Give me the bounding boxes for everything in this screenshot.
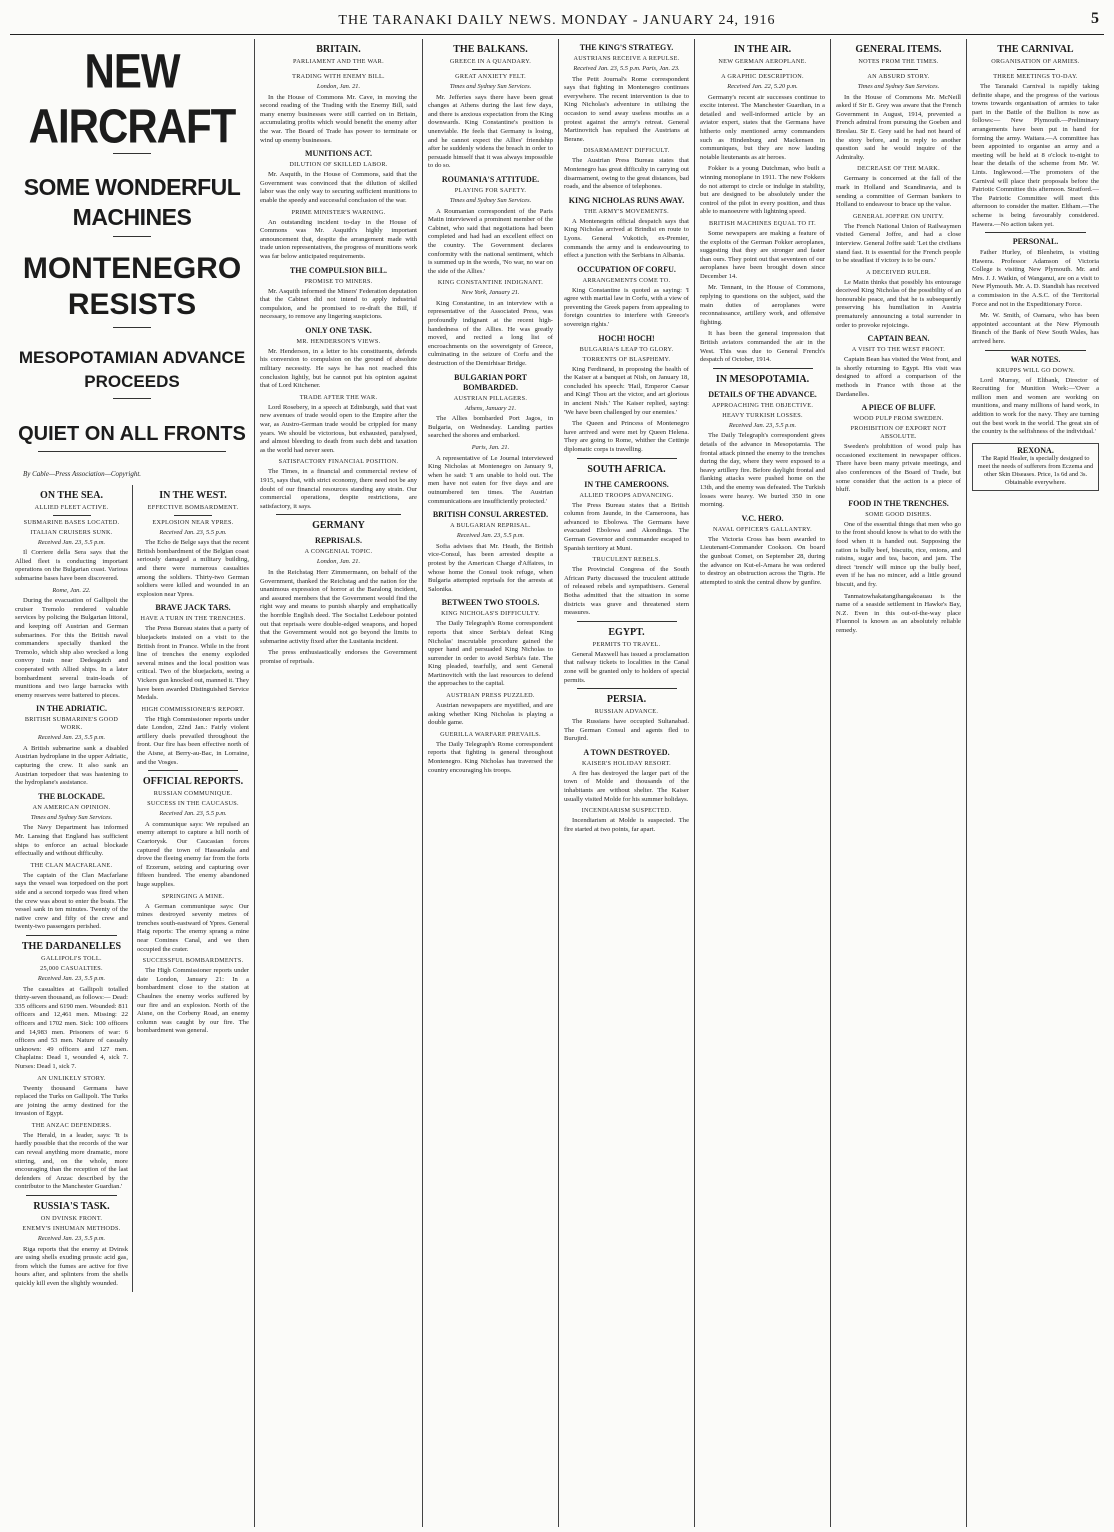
- page-number: 5: [1091, 10, 1100, 27]
- dateline: Received Jan. 22, 5.20 p.m.: [727, 83, 798, 90]
- dateline: Athens, January 21.: [464, 404, 517, 412]
- article-text: A fire has destroyed the larger part of the town of Molde and thousands of the inhabitants are without shelter. The Kaiser usually visited Molde for his summer holidays.: [564, 769, 689, 803]
- west-section: [132, 485, 249, 1292]
- article-text: The Russians have occupied Sultanabad. The German Consul and agents fled to Burujird.: [564, 718, 689, 743]
- general-sub: PROHIBITION OF EXPORT NOT ABSOLUTE.: [850, 425, 947, 441]
- article-text: Mr. Henderson, in a letter to his constituents, defends his conversion to compulsion on the ground of absolute military necessity. He says he has not reached this conclusion lightly, but he cannot put his opinion against that of Lord Kitchener.: [260, 347, 417, 390]
- west-sub: SUCCESSFUL BOMBARDMENTS.: [142, 957, 244, 965]
- article-text: Lord Rosebery, in a speech at Edinburgh, said that vast new avenues of trade would open to the Empire after the war, as Austro-German trade would be crippled for many years. We should be victorious, but exhausted, paralysed, and almost bleeding to death from such debt and taxation as the world had never seen.: [260, 403, 417, 454]
- column-5: [695, 39, 831, 1527]
- article-text: The Taranaki Carnival is rapidly taking definite shape, and the progress of the various towns towards organisation of armies to take part in the Battle of the Bullion is now as follows:— New Plymouth.—Preliminary arrangements have been put in hand for forming the army. Waitara.—A committee has been appointed to organise an army and a meeting will be held at 8 o'clock to-night to hear the details of the scheme from Mr. W. Lints. Inglewood.—The promoters of the Carnival will place their proposals before the Patriotic Committee this afternoon. Stratford.—The Patriotic Committee will meet this afternoon to consider the matter. Eltham.—The scheme is being favourably considered. Hawera.—No action taken yet.: [972, 83, 1099, 228]
- balkans-sub: KING NICHOLAS'S DIFFICULTY.: [441, 610, 540, 618]
- dateline: Received Jan. 23, 5.5 p.m.: [456, 532, 525, 540]
- general-items-head: GENERAL ITEMS.: [855, 44, 942, 55]
- carnival-sub: KRUPPS WILL GO DOWN.: [996, 366, 1075, 374]
- article-text: In the House of Commons Mr. McNeill asked if Sir E. Grey was aware that the French Government in August, 1914, prevented a French admiral from pursuing the Goeben and Breslau. Sir E. Grey said he had not heard of the story before, and in reply to another question said he would inquire of the Admiralty.: [836, 93, 961, 161]
- king-sub: KING NICHOLAS RUNS AWAY.: [568, 195, 685, 205]
- column-6: [831, 39, 967, 1527]
- dateline: Received Jan. 23, 5.5 p.m.: [159, 528, 227, 536]
- article-text: Germany's recent air successes continue to excite interest. The Manchester Guardian, in a detailed and well-informed article by an aviator expert, states that the Germans have hitherto only mentioned army commanders such as Hindenburg and Mackensen in communiques, but they are now lauding notable lieutenants as air heroes.: [700, 93, 825, 161]
- king-sub: DISARMAMENT DIFFICULT.: [583, 147, 670, 155]
- air-sub: A GRAPHIC DESCRIPTION.: [721, 73, 804, 80]
- article-text: An outstanding incident to-day in the House of Commons was Mr. Asquith's highly important announcement that, despite the arrangement made with trade union representatives, the progress of munitions work was far below anticipated requirements.: [260, 218, 417, 260]
- king-head: THE KING'S STRATEGY.: [579, 43, 674, 52]
- article-text: Some newspapers are making a feature of the exploits of the German Fokker aeroplanes, suggesting that they are stronger and faster than ours. They point out that seventeen of our aeroplanes have been brought down since December 14.: [700, 229, 825, 280]
- persia-sub: A TOWN DESTROYED.: [583, 747, 670, 757]
- article-text: Sofia advises that Mr. Heath, the British vice-Consul, has been arrested despite a protest by the American Charge d'Affaires, in whose home the Consul took refuge, when Bulgaria attempted reprisals for the arrests at Salonika.: [428, 542, 553, 593]
- headline-4: MESOPOTAMIAN ADVANCE PROCEEDS: [18, 348, 246, 391]
- persia-sub: INCENDIARISM SUSPECTED.: [581, 807, 672, 815]
- column-2: [255, 39, 423, 1527]
- article-text: Fokker is a young Dutchman, who built a winning monoplane in 1911. The new Fokkers do not attempt to circle or indulge in stability, but are designed to be absolutely under the control of the pilot in every position, and thus able to manoeuvre with lightning speed.: [700, 165, 825, 216]
- article-text: King Constantine is quoted as saying: 'I agree with martial law in Corfu, with a view of preventing the Greek papers from appealing to foreign countries to interfere with Greece's sovereign rights.': [564, 286, 689, 329]
- safrica-sub: IN THE CAMEROONS.: [584, 479, 669, 489]
- meso-sub: DETAILS OF THE ADVANCE.: [708, 389, 817, 399]
- article-text: The Herald, in a leader, says: 'It is hardly possible that the records of the war can reveal anything more dramatic, more stirring, and, on the whole, more encouraging than the reception of the last defenders of Anzac described by the contributor to the Manchester Guardian.': [15, 1131, 128, 1191]
- general-sub: A DECEIVED RULER.: [865, 268, 932, 276]
- general-sub: SOME GOOD DISHES.: [865, 510, 932, 518]
- dateline: Received Jan. 23, 5.5 p.m. Paris, Jan. 23.: [573, 65, 680, 72]
- dateline: Received Jan. 23, 5.5 p.m.: [728, 421, 797, 429]
- balkans-sub: A BULGARIAN REPRISAL.: [450, 522, 531, 530]
- article-text: The captain of the Clan Macfarlane says the vessel was torpedoed on the port side and a second torpedo was fired when the crew was about to enter the boats. The vessel sank in ten minutes. Twenty of the native crew and fifty of the crew and twenty-two passengers perished.: [15, 871, 128, 931]
- article-text: The Petit Journal's Rome correspondent says that fighting in Montenegro continues everywhere. The recent intervention is due to King Nicholas's adventure in utilising the occasion to send away useless mouths as a protest against the army's retreat. General Martinovitch has repulsed the Austrians at Berane.: [564, 75, 689, 143]
- balkans-sub: BULGARIAN PORT BOMBARDED.: [454, 372, 527, 392]
- russia-sub: ON DVINSK FRONT.: [40, 1215, 103, 1223]
- article-text: Incendiarism at Molde is suspected. The fire started at two points, far apart.: [564, 817, 689, 833]
- egypt-head: EGYPT.: [608, 626, 645, 638]
- byline: By Cable—Press Association—Copyright.: [23, 470, 142, 478]
- article-text: A Roumanian correspondent of the Paris Matin interviewed a prominent member of the Cabinet, who said that negotiations had been completed and had had an excellent effect on the country. The Government declares conformity with the national sentiment, which is summed up in the words, 'No war, no war on the side of the Allies.': [428, 207, 553, 275]
- king-sub: BULGARIA'S LEAP TO GLORY.: [579, 345, 674, 353]
- dateline: Times and Sydney Sun Services.: [30, 813, 113, 821]
- sea-section: [15, 485, 132, 1292]
- article-text: The High Commissioner reports under date London, January 21: In a bombardment close to the station at Chaulnes the enemy works suffered by our fire and an explosion. North of the Aisne, on the Corbeny Road, an enemy column was caught by our fire. The bombardment was general.: [137, 967, 249, 1035]
- general-sub: AN ABSURD STORY.: [867, 73, 930, 80]
- balkans-sub: ROUMANIA'S ATTITUDE.: [441, 174, 540, 184]
- article-text: The Press Bureau states that a party of bluejackets insisted on a visit to the British front in France. While in the front line of trenches the enemy exploded several mines and the local position was critical. Two of the bluejackets, seeing a Vickers gun knocked out, manned it. They have been awarded Distinguished Service Medals.: [137, 625, 249, 702]
- article-text: Il Corriere della Sera says that the Allied fleet is conducting important operations on the Bulgarian coast. Various submarine bases have been discovered.: [15, 549, 128, 582]
- article-text: Lord Murray, of Elibank, Director of Recruiting for Munition Work:—'Over a million men and women are working on munitions, and many millions of hand work, in addition to work for the navy. They are turning out the best work in the world. The great sin of the country is the selfishness of the individual.': [972, 376, 1099, 436]
- air-head: IN THE AIR.: [733, 44, 792, 55]
- meso-sub: NAVAL OFFICER'S GALLANTRY.: [713, 525, 812, 533]
- balkans-sub: AUSTRIAN PILLAGERS.: [453, 394, 528, 402]
- article-text: Sweden's prohibition of wood pulp has occasioned excitement in newspaper offices. There have been many private meetings, and also conferences of the Board of Trade, but some consider that the action is a piece of bluff.: [836, 443, 961, 494]
- west-sub: BRAVE JACK TARS.: [155, 603, 231, 613]
- article-text: In the Reichstag Herr Zimmermann, on behalf of the Government, thanked the Reichstag and the nation for the unanimous expression of horror at the Baralong incident, and assured members that the Government would find the right way and means to punish sharply and emphatically the horrible English deed. The Socialist Ledebour pointed out that reprisals were double-edged weapons, and hoped that the Government would not go beyond the limits to submarine activity fixed after the Lusitania incident.: [260, 568, 417, 645]
- dateline: Times and Sydney Sun Services.: [857, 83, 940, 90]
- column-7: [967, 39, 1104, 1527]
- dateline: Received Jan. 23, 5.5 p.m.: [37, 734, 106, 742]
- britain-sub: MR. HENDERSON'S VIEWS.: [296, 337, 381, 345]
- article-text: King Ferdinand, in proposing the health of the Kaiser at a banquet at Nish, on January 18, concluded his speech: 'Hail, Emperor Caesar and King! Thou art the victor, and art glorious in ancient Nish.' The Kaiser replied, saying: 'We have been challenged by our enemies.': [564, 365, 689, 416]
- article-text: It has been the general impression that British aviators commanded the air in the West. This was due to General French's despatch of October, 1914.: [700, 330, 825, 364]
- balkans-sub: AUSTRIAN PRESS PUZZLED.: [446, 692, 535, 700]
- carnival-head: THE CARNIVAL: [997, 44, 1074, 55]
- carnival-sub: THREE MEETINGS TO-DAY.: [993, 73, 1078, 80]
- article-text: During the evacuation of Gallipoli the cruiser Tremolo rendered valuable services by policing the Bulgarian littoral, and keeping off Austrian and German submarines. For this the British naval commanders specially thanked the Tremolo, which ship also wrecked a long convoy train near Dedeagatch and cooperated with Allied ships. In a later bombardment several train-loads of munitions and two large barracks with enemy reserves were battered to pieces.: [15, 597, 128, 699]
- general-sub: DECREASE OF THE MARK.: [857, 165, 940, 173]
- headline-5: QUIET ON ALL FRONTS: [18, 423, 246, 445]
- article-text: The Victoria Cross has been awarded to Lieutenant-Commander Cookson. On board the gunboat Comet, on September 28, during the advance on Kut-el-Amara he was ordered to destroy an obstruction across the Tigris. He attempted to sink the central dhow by gunfire.: [700, 535, 825, 586]
- personal-head: PERSONAL.: [1012, 237, 1059, 247]
- germany-sub: A CONGENIAL TOPIC.: [304, 548, 373, 556]
- persia-head: PERSIA.: [606, 694, 647, 706]
- headline-2: SOME WONDERFUL MACHINES: [23, 174, 241, 230]
- balkans-sub: BRITISH CONSUL ARRESTED.: [432, 510, 549, 520]
- persia-sub: RUSSIAN ADVANCE.: [594, 708, 659, 716]
- britain-sub: ONLY ONE TASK.: [305, 325, 372, 335]
- dateline: Times and Sydney Sun Services.: [449, 196, 532, 204]
- balkans-sub: GUERILLA WARFARE PREVAILS.: [440, 730, 541, 738]
- egypt-sub: PERMITS TO TRAVEL.: [592, 640, 661, 648]
- article-text: The Times, in a financial and commercial review of 1915, says that, with strict economy, there need not be any doubt of our financial resources standing any strain. Our commercial operations, despite restrictions, are satisfactory, it says.: [260, 468, 417, 510]
- russia-sub: ENEMY'S INHUMAN METHODS.: [22, 1225, 121, 1233]
- dateline: Received Jan. 23, 5.5 p.m.: [159, 810, 227, 818]
- article-text: Father Hurley, of Blenheim, is visiting Hawera. Professor Adamson of Victoria College is visiting New Plymouth. Mr. and Mrs. J. J. Watkin, of Wanganui, are on a visit to New Plymouth. Mr. A. D. Standish has received a commission in the A.S.C. of the Territorial Force and not in the Expeditionary Force.: [972, 249, 1099, 308]
- king-sub: ARRANGEMENTS COME TO.: [582, 276, 671, 284]
- dateline: London, Jan. 21.: [316, 83, 361, 90]
- safrica-sub: ALLIED TROOPS ADVANCING.: [579, 491, 674, 499]
- dateline: Rome, Jan. 22.: [52, 586, 91, 594]
- article-text: A communique says: We repulsed an enemy attempt to capture a hill north of Czartorysk. Our Caucasian forces captured the town of Hassankala and drove the fleeing enemy far from the forts of Erzerum, seizing and capturing over fifteen hundred. The enemy abandoned huge supplies.: [137, 820, 249, 888]
- mesopotamia-head: IN MESOPOTAMIA.: [715, 373, 810, 385]
- column-3: [423, 39, 559, 1527]
- article-text: Tanmatowhakatangihangakoauau is the name of a seaside settlement in Hawke's Bay, N.Z. Even in this out-of-the-way place Fluennol is known as an absolutely reliable remedy.: [836, 592, 961, 634]
- britain-head: BRITAIN.: [316, 44, 361, 55]
- article-text: In the House of Commons Mr. Cave, in moving the second reading of the Trading with the Enemy Bill, said many enemy businesses were still carried on in Britain, accumulating profits which would benefit the enemy after the war. The Board of Trade has power to terminate or wind up enemy businesses.: [260, 93, 417, 144]
- west-sub: RUSSIAN COMMUNIQUE.: [153, 790, 233, 798]
- britain-sub: DILUTION OF SKILLED LABOR.: [289, 161, 388, 169]
- britain-sub: TRADING WITH ENEMY BILL.: [292, 73, 385, 80]
- main-headline: NEW AIRCRAFT: [28, 43, 236, 154]
- dateline: Received Jan. 23, 5.5 p.m.: [37, 974, 106, 982]
- article-text: A Montenegrin official despatch says that King Nicholas arrived at Brindisi en route to Lyons. General Vukotich, ex-Premier, commands the army and is endeavouring to effect a junction with the Serbians in Albania.: [564, 217, 689, 260]
- persia-sub: KAISER'S HOLIDAY RESORT.: [581, 759, 671, 767]
- general-sub: GENERAL JOFFRE ON UNITY.: [852, 212, 945, 220]
- dateline: Paris, Jan. 21.: [471, 444, 510, 451]
- dardanelles-head: THE DARDANELLES: [21, 940, 122, 952]
- dateline: Received Jan. 23, 5.5 p.m.: [37, 538, 106, 546]
- sea-sub: ALLIED FLEET ACTIVE.: [34, 503, 109, 511]
- air-sub: BRITISH MACHINES EQUAL TO IT.: [709, 219, 816, 227]
- column-1: [10, 39, 255, 1527]
- article-text: A British submarine sank a disabled Austrian hydroplane in the upper Adriatic, capturing the crew. It also sank an Austrian torpedoer that was hastening to the hydroplane's assistance.: [15, 744, 128, 787]
- headline-3: MONTENEGRO RESISTS: [22, 252, 242, 321]
- article-text: Germany is concerned at the fall of the mark in Holland and Scandinavia, and is sending a committee of German bankers to Holland to endeavour to brace up the value.: [836, 175, 961, 209]
- article-text: The Navy Department has informed Mr. Lansing that England has sufficient ships to enforce an actual blockade effectually and without difficulty.: [15, 824, 128, 858]
- article-text: The Allies bombarded Port Jagos, in Bulgaria, on Wednesday. Landing parties searched the shores and embarked.: [428, 415, 553, 440]
- west-sub: HAVE A TURN IN THE TRENCHES.: [140, 615, 246, 623]
- king-sub: TORRENTS OF BLASPHEMY.: [582, 355, 671, 363]
- article-text: The Daily Telegraph's Rome correspondent reports that since Serbia's defeat King Nicholas' inscrutable procedure gained the upper hand and persuaded King Nicholas to surrender in order to avoid Serbia's fate. The King pleaded, tearfully, and sent General Martinovitch with the last resources to defend the approaches to the capital.: [428, 620, 553, 688]
- general-sub: WOOD PULP FROM SWEDEN.: [853, 415, 944, 423]
- blockade-head: THE BLOCKADE.: [38, 791, 105, 801]
- column-4: [559, 39, 695, 1527]
- balkans-head: THE BALKANS.: [453, 44, 528, 55]
- britain-sub: MUNITIONS ACT.: [305, 149, 372, 159]
- general-sub: CAPTAIN BEAN.: [867, 334, 930, 344]
- dard-sub: THE ANZAC DEFENDERS.: [31, 1121, 112, 1129]
- dateline: Received Jan. 23, 5.5 p.m.: [37, 1235, 106, 1243]
- war-notes-head: WAR NOTES.: [1010, 354, 1061, 364]
- balkans-sub: BETWEEN TWO STOOLS.: [441, 598, 540, 608]
- article-text: A German communique says: Our mines destroyed seventy metres of trenches south-eastward of Ypres. General Haig reports: The enemy sprang a mine near Comines Canal, and we then occupied the crater.: [137, 902, 249, 953]
- britain-sub: THE COMPULSION BILL.: [289, 265, 388, 275]
- article-text: Mr. Jefferies says there have been great changes at Athens during the last few days, and there is anxious expectation from the King downwards. King Constantine's position is unenviable. He feels that Germany is losing, and he cannot expect the Allies' friendship after he suddenly widens the breach in order to persuade himself that it was always impossible to do so.: [428, 93, 553, 170]
- article-text: Mr. Asquith, in the House of Commons, said that the Government was convinced that the dilution of skilled labor was the only way to securing sufficient munitions to enable the speedy and successful conclusion of the war.: [260, 171, 417, 204]
- article-text: King Constantine, in an interview with a representative of the Associated Press, was profoundly indignant at the recent high-handedness of the Allies. He was greatly moved, and recited a long list of encroachments on the sovereignty of Greece, culminating in the seizure of Corfu and the destruction of the Demirhisar Bridge.: [428, 299, 553, 368]
- sea-sub: THE CLAN MACFARLANE.: [30, 861, 113, 869]
- king-sub: AUSTRIANS RECEIVE A REPULSE.: [573, 55, 680, 62]
- masthead: [10, 8, 1104, 35]
- russia-head: RUSSIA'S TASK.: [33, 1201, 110, 1213]
- balkans-sub: PLAYING FOR SAFETY.: [454, 186, 527, 194]
- dard-sub: GALLIPOLI'S TOLL.: [41, 954, 102, 962]
- sea-sub: AN AMERICAN OPINION.: [32, 803, 111, 811]
- article-text: Mr. Tennant, in the House of Commons, replying to questions on the subject, said the main duties of aeroplanes were reconnaissance, artillery work, and offensive fighting.: [700, 284, 825, 326]
- king-sub: OCCUPATION OF CORFU.: [577, 264, 676, 274]
- article-text: Le Matin thinks that possibly his entourage deceived King Nicholas of the possibility of an honourable peace, and that he is subsequently preserving his humiliation in Austria prematurely announcing a total surrender in order to provoke rejoicings.: [836, 278, 961, 329]
- west-sub: EXPLOSION NEAR YPRES.: [152, 518, 234, 526]
- king-sub: THE ARMY'S MOVEMENTS.: [584, 207, 669, 215]
- dard-sub: AN UNLIKELY STORY.: [37, 1074, 106, 1082]
- adriatic-head: IN THE ADRIATIC.: [35, 704, 108, 714]
- sea-sub: SUBMARINE BASES LOCATED.: [23, 518, 120, 526]
- general-sub: A PIECE OF BLUFF.: [861, 403, 936, 413]
- article-text: The Daily Telegraph's Rome correspondent reports that fighting is general throughout Montenegro. King Nicholas has traversed the country encouraging his troops.: [428, 740, 553, 774]
- balkans-sub: KING CONSTANTINE INDIGNANT.: [437, 279, 544, 287]
- general-sub: NOTES FROM THE TIMES.: [858, 58, 939, 65]
- safrica-sub: TRUCULENT REBELS.: [592, 556, 661, 564]
- dateline: London, Jan. 21.: [316, 558, 361, 566]
- ad-title: REXONA.: [1017, 445, 1054, 455]
- britain-sub: SATISFACTORY FINANCIAL POSITION.: [278, 458, 399, 466]
- britain-sub: PARLIAMENT AND THE WAR.: [293, 58, 384, 65]
- west-sub: SUCCESS IN THE CAUCASUS.: [147, 800, 239, 808]
- article-text: Mr. Asquith informed the Miners' Federation deputation that the Cabinet did not intend to apply industrial compulsion, and he promised to re-draft the Bill, if necessary, to remove any lingering suspicions.: [260, 287, 417, 321]
- article-text: The casualties at Gallipoli totalled thirty-seven thousand, as follows:— Dead: 335 officers and 6190 men. Wounded: 811 officers and 12,461 men. Missing: 22 officers and 1702 men. Sick: 100 officers and 14,983 men. Prisoners of war: 6 officers and 53 men. Nature of casualty unknown: 49 officers and 127 men. Chaplains: Dead 1, wounded 4, sick 7. Nurses: Dead 1, sick 7.: [15, 985, 128, 1070]
- dard-sub: 25,000 CASUALTIES.: [40, 964, 103, 972]
- article-text: The French National Union of Railwaymen visited General Joffre, and had a close interview. General Joffre said: 'Let the civilians stand fast. It is essential for the French people to be steadfast if victory is to be ours.': [836, 222, 961, 265]
- article-text: Mr. W. Smith, of Oamaru, who has been appointed accountant at the New Plymouth Branch of the Bank of New South Wales, has arrived here.: [972, 312, 1099, 346]
- west-sub: EFFECTIVE BOMBARDMENT.: [147, 503, 239, 511]
- meso-sub: HEAVY TURKISH LOSSES.: [722, 411, 803, 419]
- article-text: Austrian newspapers are mystified, and are asking whether King Nicholas is playing a double game.: [428, 702, 553, 727]
- article-text: Captain Bean has visited the West front, and is shortly returning to Egypt. His visit was designed to afford a comparison of the methods in France with those at the Dardanelles.: [836, 356, 961, 398]
- air-sub: NEW GERMAN AEROPLANE.: [718, 58, 807, 65]
- balkans-sub: GREAT ANXIETY FELT.: [455, 73, 526, 80]
- britain-sub: PROMISE TO MINERS.: [304, 277, 373, 285]
- germany-sub: REPRISALS.: [315, 536, 362, 546]
- article-text: The press enthusiastically endorses the Government promise of reprisals.: [260, 649, 417, 665]
- dateline: Times and Sydney Sun Services.: [449, 83, 532, 90]
- article-text: Riga reports that the enemy at Dvinsk are using shells exuding prussic acid gas, from which the fumes are active for five hours after, and splinters from the shells quickly kill even the slightly wounded.: [15, 1245, 128, 1287]
- article-text: Twenty thousand Germans have replaced the Turks on Gallipoli. The Turks are joining the army destined for the invasion of Egypt.: [15, 1084, 128, 1118]
- article-text: The Echo de Belge says that the recent British bombardment of the Belgian coast seriously damaged a military building, and there were numerous casualties among the soldiers. Thirty-two German soldiers were killed and wounded in an explosion near Ypres.: [137, 539, 249, 598]
- balkans-sub: GREECE IN A QUANDARY.: [449, 58, 532, 65]
- germany-head: GERMANY: [312, 520, 365, 532]
- article-text: A representative of Le Journal interviewed King Nicholas at Montenegro on January 9, when he said: 'I am unable to hold out. The men have not eaten for five days and are outnumbered ten times. The Austrian communications are insufficiently protected.': [428, 454, 553, 505]
- sea-sub: BRITISH SUBMARINE'S GOOD WORK.: [24, 716, 119, 732]
- sea-sub: ITALIAN CRUISERS SUNK.: [30, 528, 113, 536]
- carnival-sub: ORGANISATION OF ARMIES.: [991, 58, 1080, 65]
- article-text: General Maxwell has issued a proclamation that railway tickets to localities in the Canal zone will be granted only to holders of special permits.: [564, 650, 689, 684]
- south-africa-head: SOUTH AFRICA.: [587, 463, 666, 475]
- meso-sub: V.C. HERO.: [741, 513, 784, 523]
- rexona-advertisement: [972, 443, 1099, 491]
- article-text: The Press Bureau states that a British column from Jaunde, in the Cameroons, has advanced to Ebolowa. The Germans have evacuated Ebolowa and Akondinga. The German Governor and commander escaped to Spanish territory at Muni.: [564, 501, 689, 552]
- article-text: The Provincial Congress of the South African Party discussed the truculent attitude of released rebels and sympathisers. General Botha admitted that the situation in some districts was grave and threatened stern measures.: [564, 566, 689, 617]
- britain-sub: TRADE AFTER THE WAR.: [299, 393, 378, 401]
- dateline: New York, January 21.: [461, 289, 520, 297]
- sea-head: ON THE SEA.: [40, 489, 103, 501]
- king-sub: HOCH! HOCH!: [598, 333, 655, 343]
- general-sub: A VISIT TO THE WEST FRONT.: [851, 346, 946, 354]
- meso-sub: APPROACHING THE OBJECTIVE.: [711, 401, 814, 409]
- west-sub: HIGH COMMISSIONER'S REPORT.: [141, 705, 245, 713]
- west-head: IN THE WEST.: [159, 489, 227, 501]
- article-text: The Austrian Press Bureau states that Montenegro has great difficulty in carrying out disarmament, owing to the great distances, bad roads, and the absence of telephones.: [564, 157, 689, 191]
- general-sub: FOOD IN THE TRENCHES.: [848, 498, 949, 508]
- west-sub: SPRINGING A MINE.: [161, 892, 225, 900]
- official-reports-head: OFFICIAL REPORTS.: [142, 776, 244, 788]
- britain-sub: PRIME MINISTER'S WARNING.: [291, 208, 386, 216]
- article-text: The High Commissioner reports under date London, 22nd Jan.: Fairly violent artillery duels prevailed throughout the front. Our fire has been effective north of the Aisne, at Berry-au-Bac, in Lorraine, and the Vosges.: [137, 715, 249, 766]
- article-text: The Daily Telegraph's correspondent gives details of the advance in Mesopotamia. The frontal attack pinned the enemy to the trenches during the day, where they were exposed to a heavy artillery fire. Before daylight frontal and flanking attacks were pushed home on the 13th, and the enemy was defeated. The Turkish losses were heavy. We buried 350 in one morning.: [700, 432, 825, 509]
- article-text: The Queen and Princess of Montenegro have arrived and were met by Queen Helena. They are going to Rome, whither the Cettinje diplomatic corps is travelling.: [564, 420, 689, 453]
- ad-text: The Rapid Healer, is specially designed to meet the needs of sufferers from Eczema and other Skin Diseases. Price, 1s 6d and 3s. Obtainable everywhere.: [977, 454, 1094, 486]
- article-text: One of the essential things that men who go to the front should know is what to do with the food when it is handed out. Supposing the ration is bully beef, biscuits, rice, onions, and raisins, sugar and tea, bacon, and jam. The direct 'trench' will mince up the bully beef, even if he has no mincer, add a little ground biscuit, and fry.: [836, 520, 961, 588]
- masthead-title: THE TARANAKI DAILY NEWS. MONDAY - JANUARY 24, 1916: [338, 13, 776, 28]
